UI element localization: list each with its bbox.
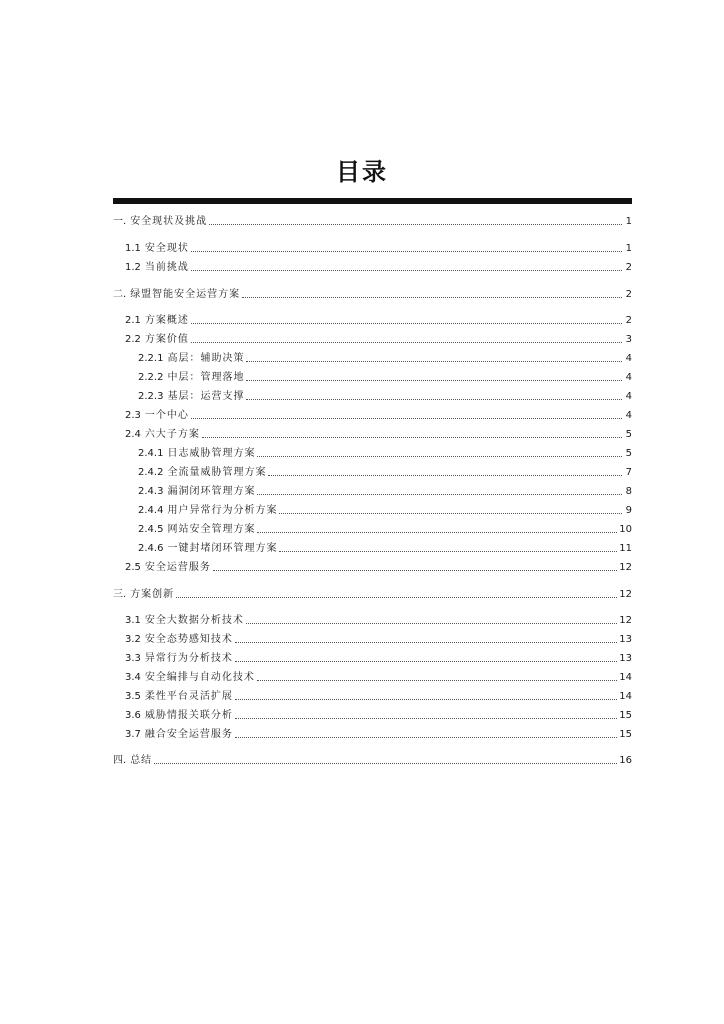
toc-entry-number: 2.2.2	[138, 372, 164, 383]
dot-leader	[191, 323, 622, 324]
toc-entry-title: 安全态势感知技术	[144, 634, 233, 645]
toc-entry[interactable]	[125, 408, 632, 422]
toc-entry[interactable]	[138, 503, 632, 517]
toc-entry[interactable]	[125, 260, 632, 274]
dot-leader	[268, 475, 622, 476]
page-title: 目录	[336, 158, 388, 186]
toc-entry-page: 5	[625, 448, 632, 459]
toc-entry[interactable]	[125, 613, 632, 627]
toc-entry-page: 2	[625, 315, 632, 326]
toc-entry-number: 2.4.1	[138, 448, 164, 459]
dot-leader	[246, 380, 622, 381]
toc-entry-title: 安全现状及挑战	[130, 216, 208, 227]
toc-entry-page: 11	[619, 543, 632, 554]
dot-leader	[235, 737, 617, 738]
toc-entry-title: 用户异常行为分析方案	[167, 505, 278, 516]
toc-entry-page: 1	[625, 243, 632, 254]
toc-entry-title: 绿盟智能安全运营方案	[130, 289, 241, 300]
dot-leader	[191, 251, 622, 252]
toc-entry-title: 高层：辅助决策	[167, 353, 245, 364]
toc-entry-number: 二.	[113, 289, 127, 300]
toc-entry-number: 2.4.2	[138, 467, 164, 478]
toc-entry-number: 2.4.3	[138, 486, 164, 497]
dot-leader	[279, 551, 617, 552]
toc-entry[interactable]	[138, 446, 632, 460]
toc-entry-number: 一.	[113, 216, 127, 227]
dot-leader	[279, 513, 622, 514]
toc-entry[interactable]	[138, 465, 632, 479]
toc-entry-page: 4	[625, 391, 632, 402]
toc-entry-number: 2.4.6	[138, 543, 164, 554]
dot-leader	[191, 342, 622, 343]
toc-entry[interactable]	[138, 522, 632, 536]
dot-leader	[213, 570, 617, 571]
toc-entry-title: 异常行为分析技术	[144, 653, 233, 664]
toc-entry-title: 总结	[130, 755, 153, 766]
toc-entry-title: 一键封堵闭环管理方案	[167, 543, 278, 554]
toc-entry-title: 当前挑战	[144, 262, 189, 273]
toc-entry-page: 4	[625, 372, 632, 383]
toc-entry-number: 3.2	[125, 634, 141, 645]
toc-entry-number: 3.7	[125, 729, 141, 740]
toc-entry[interactable]	[125, 670, 632, 684]
toc-entry-number: 3.5	[125, 691, 141, 702]
toc-entry-number: 2.4.5	[138, 524, 164, 535]
toc-entry-number: 2.4.4	[138, 505, 164, 516]
toc-entry[interactable]	[125, 313, 632, 327]
dot-leader	[257, 494, 622, 495]
toc-entry-page: 13	[619, 653, 632, 664]
dot-leader	[235, 642, 617, 643]
toc-entry[interactable]	[113, 287, 632, 301]
dot-leader	[246, 361, 622, 362]
toc-entry-title: 漏洞闭环管理方案	[167, 486, 256, 497]
toc-entry-title: 威胁情报关联分析	[144, 710, 233, 721]
toc-entry[interactable]	[138, 370, 632, 384]
toc-entry-page: 12	[619, 562, 632, 573]
toc-entry[interactable]	[138, 389, 632, 403]
toc-entry-title: 安全大数据分析技术	[144, 615, 244, 626]
toc-entry-page: 10	[619, 524, 632, 535]
toc-entry[interactable]	[125, 332, 632, 346]
dot-leader	[246, 399, 622, 400]
toc-entry-number: 1.2	[125, 262, 141, 273]
toc-entry-page: 12	[619, 615, 632, 626]
toc-entry-number: 2.4	[125, 429, 141, 440]
dot-leader	[235, 718, 617, 719]
toc-entry-title: 安全编排与自动化技术	[144, 672, 255, 683]
toc-entry-number: 2.2	[125, 334, 141, 345]
toc-entry-page: 16	[619, 755, 632, 766]
dot-leader	[202, 437, 622, 438]
toc-entry[interactable]	[125, 651, 632, 665]
toc-entry[interactable]	[125, 727, 632, 741]
toc-entry-page: 7	[625, 467, 632, 478]
toc-entry-title: 一个中心	[144, 410, 189, 421]
dot-leader	[246, 623, 617, 624]
toc-entry-page: 13	[619, 634, 632, 645]
toc-entry-page: 4	[625, 410, 632, 421]
toc-entry[interactable]	[125, 560, 632, 574]
toc-entry-page: 3	[625, 334, 632, 345]
toc-entry[interactable]	[113, 587, 632, 601]
toc-entry-title: 安全现状	[144, 243, 189, 254]
toc-entry-number: 2.5	[125, 562, 141, 573]
toc-entry-title: 六大子方案	[144, 429, 200, 440]
toc-entry-number: 2.1	[125, 315, 141, 326]
dot-leader	[191, 418, 622, 419]
toc-entry-title: 融合安全运营服务	[144, 729, 233, 740]
dot-leader	[176, 597, 617, 598]
dot-leader	[257, 680, 617, 681]
toc-entry-number: 3.4	[125, 672, 141, 683]
toc-entry-number: 1.1	[125, 243, 141, 254]
dot-leader	[235, 699, 617, 700]
toc-entry-number: 3.3	[125, 653, 141, 664]
toc-entry[interactable]	[125, 241, 632, 255]
toc-entry-page: 5	[625, 429, 632, 440]
toc-entry-title: 全流量威胁管理方案	[167, 467, 267, 478]
dot-leader	[191, 270, 622, 271]
toc-entry-title: 方案概述	[144, 315, 189, 326]
toc-entry-title: 安全运营服务	[144, 562, 211, 573]
dot-leader	[257, 456, 622, 457]
toc-entry-number: 2.2.3	[138, 391, 164, 402]
toc-entry-page: 9	[625, 505, 632, 516]
toc-entry-title: 基层：运营支撑	[167, 391, 245, 402]
toc-entry-title: 方案价值	[144, 334, 189, 345]
toc-entry[interactable]	[125, 427, 632, 441]
toc-entry-page: 15	[619, 710, 632, 721]
toc-entry-page: 4	[625, 353, 632, 364]
dot-leader	[154, 763, 617, 764]
toc-entry[interactable]	[138, 351, 632, 365]
toc-entry[interactable]	[125, 708, 632, 722]
toc-entry-page: 15	[619, 729, 632, 740]
dot-leader	[235, 661, 617, 662]
toc-entry-title: 中层：管理落地	[167, 372, 245, 383]
toc-entry[interactable]	[125, 632, 632, 646]
dot-leader	[242, 297, 622, 298]
toc-entry[interactable]	[125, 689, 632, 703]
toc-entry-page: 2	[625, 289, 632, 300]
toc-entry-page: 1	[625, 216, 632, 227]
toc-entry-title: 方案创新	[130, 589, 175, 600]
dot-leader	[257, 532, 617, 533]
dot-leader	[209, 224, 622, 225]
toc-entry-number: 三.	[113, 589, 127, 600]
toc-entry[interactable]	[113, 214, 632, 228]
toc-entry[interactable]	[138, 484, 632, 498]
toc-entry-title: 柔性平台灵活扩展	[144, 691, 233, 702]
toc-entry-number: 四.	[113, 755, 127, 766]
toc-entry-page: 14	[619, 691, 632, 702]
toc-entry-page: 8	[625, 486, 632, 497]
toc-entry-number: 3.1	[125, 615, 141, 626]
toc-entry-page: 12	[619, 589, 632, 600]
toc-entry-number: 2.2.1	[138, 353, 164, 364]
toc-entry[interactable]	[113, 753, 632, 767]
toc-entry-number: 3.6	[125, 710, 141, 721]
toc-entry-page: 14	[619, 672, 632, 683]
toc-entry[interactable]	[138, 541, 632, 555]
toc-entry-title: 日志威胁管理方案	[167, 448, 256, 459]
toc-entry-number: 2.3	[125, 410, 141, 421]
toc-entry-title: 网站安全管理方案	[167, 524, 256, 535]
toc-entry-page: 2	[625, 262, 632, 273]
